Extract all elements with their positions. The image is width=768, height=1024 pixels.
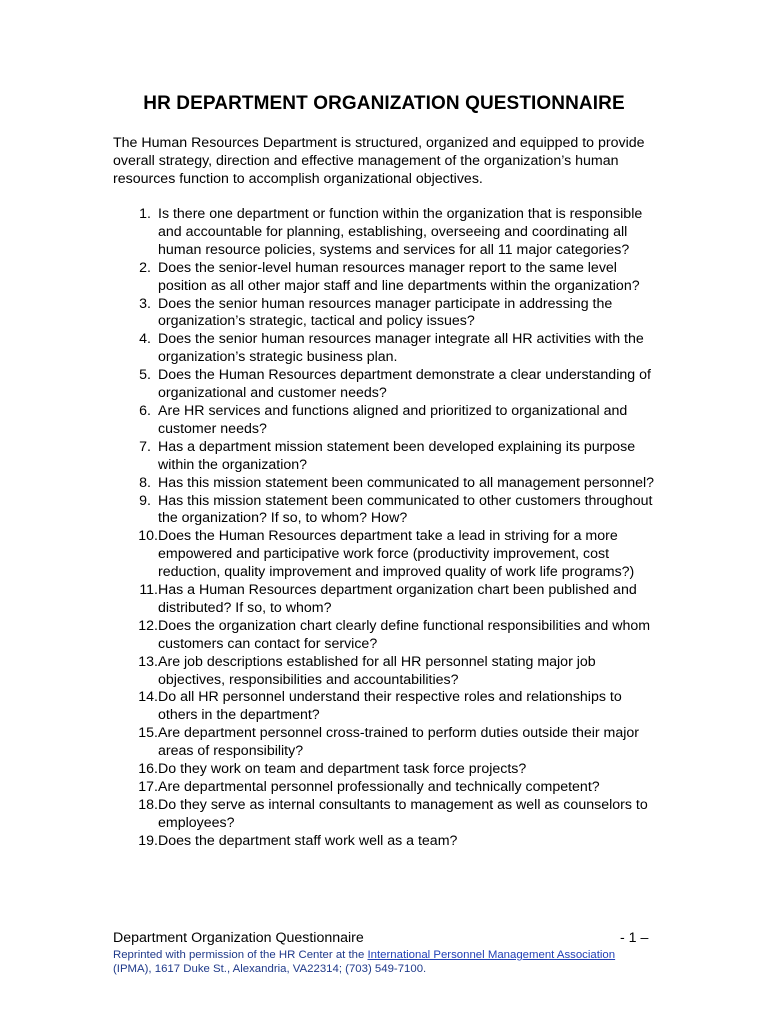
question-number: 16. [138, 761, 158, 778]
question-number: 5. [139, 367, 151, 384]
question-item [113, 779, 658, 797]
question-number: 3. [139, 295, 151, 312]
footer-document-name: Department Organization Questionnaire [113, 930, 364, 946]
reprint-prefix: Reprinted with permission of the HR Center at the [113, 949, 368, 961]
question-item [113, 403, 658, 439]
question-number: 9. [139, 492, 151, 509]
ipma-link[interactable]: International Personnel Management Association [367, 949, 616, 961]
question-item [113, 493, 658, 529]
question-number: 14. [138, 689, 158, 706]
question-item [113, 833, 658, 851]
reprint-suffix: (IPMA), 1617 Duke St., Alexandria, VA22314; (703) 549-7100. [113, 963, 427, 976]
reprint-notice [113, 948, 633, 977]
question-text: Does the senior human resources manager integrate all HR activities with the organization’s strategic business plan. [158, 331, 644, 366]
footer-page-number: - 1 – [620, 930, 649, 946]
question-item [113, 439, 658, 475]
question-text: Is there one department or function within the organization that is responsible and accountable for planning, establishing, overseeing and coordinating all human resource policies, systems and services for all 11 major categories? [158, 206, 643, 258]
question-number: 6. [139, 402, 151, 419]
question-number: 2. [139, 259, 151, 276]
question-number: 17. [138, 779, 158, 795]
question-number: 10. [138, 528, 158, 545]
question-text: Are job descriptions established for all HR personnel stating major job objectives, responsibilities and accountabilities? [158, 653, 596, 688]
question-item [113, 761, 658, 779]
question-list [113, 206, 658, 851]
question-text: Does the department staff work well as a team? [158, 832, 458, 849]
question-item [113, 331, 658, 367]
question-text: Do they work on team and department task force projects? [158, 761, 527, 778]
question-number: 15. [138, 725, 158, 742]
question-number: 4. [139, 331, 151, 348]
question-number: 13. [138, 653, 158, 670]
question-item [113, 725, 658, 761]
question-text: Does the Human Resources department take a lead in striving for a more empowered and participative work force (productivity improvement, cost reduction, quality improvement and improved quality of work life programs?) [158, 528, 635, 581]
question-item [113, 582, 658, 618]
question-text: Are HR services and functions aligned and prioritized to organizational and customer needs? [158, 402, 628, 437]
question-item [113, 618, 658, 654]
question-text: Do they serve as internal consultants to management as well as counselors to employees? [158, 796, 648, 831]
question-item [113, 528, 658, 582]
question-item [113, 654, 658, 690]
question-text: Are departmental personnel professionally and technically competent? [158, 779, 600, 795]
question-item [113, 296, 658, 332]
question-item [113, 367, 658, 403]
question-text: Does the Human Resources department demonstrate a clear understanding of organizational and customer needs? [158, 367, 651, 402]
question-text: Has this mission statement been communicated to other customers throughout the organization? If so, to whom? How? [158, 492, 653, 527]
question-text: Has this mission statement been communicated to all management personnel? [158, 474, 655, 491]
question-number: 1. [139, 206, 151, 222]
question-item [113, 260, 658, 296]
question-item [113, 689, 658, 725]
question-item [113, 797, 658, 833]
question-number: 19. [138, 832, 158, 849]
document-title: HR DEPARTMENT ORGANIZATION QUESTIONNAIRE [143, 93, 625, 114]
question-text: Do all HR personnel understand their respective roles and relationships to others in the department? [158, 689, 622, 724]
question-text: Has a Human Resources department organization chart been published and distributed? If so, to whom? [158, 582, 637, 616]
question-item [113, 206, 658, 260]
question-number: 11. [139, 582, 158, 599]
question-text: Does the organization chart clearly define functional responsibilities and whom customers can contact for service? [158, 617, 651, 652]
intro-paragraph: The Human Resources Department is structured, organized and equipped to provide overall strategy, direction and effective management of the organization’s human resources function to accomplish organizational objectives. [113, 135, 645, 187]
question-item [113, 475, 658, 493]
question-text: Has a department mission statement been developed explaining its purpose within the organization? [158, 438, 636, 473]
question-text: Does the senior-level human resources manager report to the same level position as all other major staff and line departments within the organization? [158, 259, 640, 294]
question-number: 8. [139, 474, 151, 491]
question-text: Does the senior human resources manager participate in addressing the organization’s strategic, tactical and policy issues? [158, 295, 613, 330]
question-text: Are department personnel cross-trained to perform duties outside their major areas of responsibility? [158, 725, 640, 760]
question-number: 12. [138, 617, 158, 634]
question-number: 18. [138, 796, 158, 813]
question-number: 7. [139, 438, 151, 455]
